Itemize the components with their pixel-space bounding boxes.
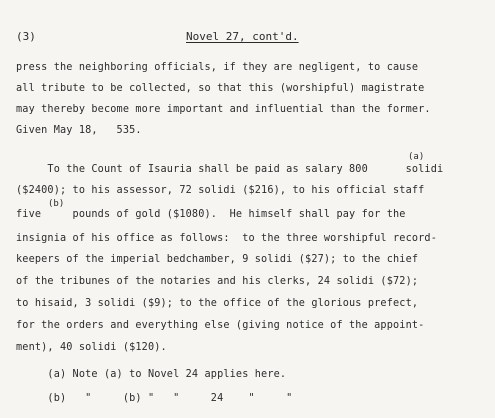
paragraph-line: ($2400); to his assessor, 72 solidi ($216), to his official staff bbox=[16, 185, 425, 196]
paragraph-line: for the orders and everything else (giving notice of the appoint- bbox=[16, 320, 425, 331]
paragraph-line: five pounds of gold ($1080). He himself shall pay for the bbox=[16, 209, 406, 220]
paragraph-line: of the tribunes of the notaries and his clerks, 24 solidi ($72); bbox=[16, 276, 419, 287]
paragraph-line: all tribute to be collected, so that this (worshipful) magistrate bbox=[16, 83, 425, 94]
paragraph-line: To the Count of Isauria shall be paid as salary 800 solidi bbox=[16, 164, 444, 175]
paragraph-line: ment), 40 solidi ($120). bbox=[16, 342, 167, 353]
footnote-marker-a: (a) bbox=[408, 152, 425, 162]
paragraph-line: to hisaid, 3 solidi ($9); to the office of the glorious prefect, bbox=[16, 298, 419, 309]
paragraph-line: Given May 18, 535. bbox=[16, 125, 142, 136]
footnote: (b) " (b) " " 24 " " bbox=[16, 393, 293, 404]
paragraph-line: insignia of his office as follows: to the three worshipful record- bbox=[16, 233, 437, 244]
footnote-marker-b: (b) bbox=[48, 199, 65, 209]
page-title: Novel 27, cont'd. bbox=[186, 30, 299, 43]
paragraph-line: may thereby become more important and influential than the former. bbox=[16, 104, 431, 115]
footnote: (a) Note (a) to Novel 24 applies here. bbox=[16, 369, 287, 380]
paragraph-line: press the neighboring officials, if they are negligent, to cause bbox=[16, 62, 419, 73]
page-number: (3) bbox=[16, 30, 36, 43]
paragraph-line: keepers of the imperial bedchamber, 9 solidi ($27); to the chief bbox=[16, 254, 419, 265]
